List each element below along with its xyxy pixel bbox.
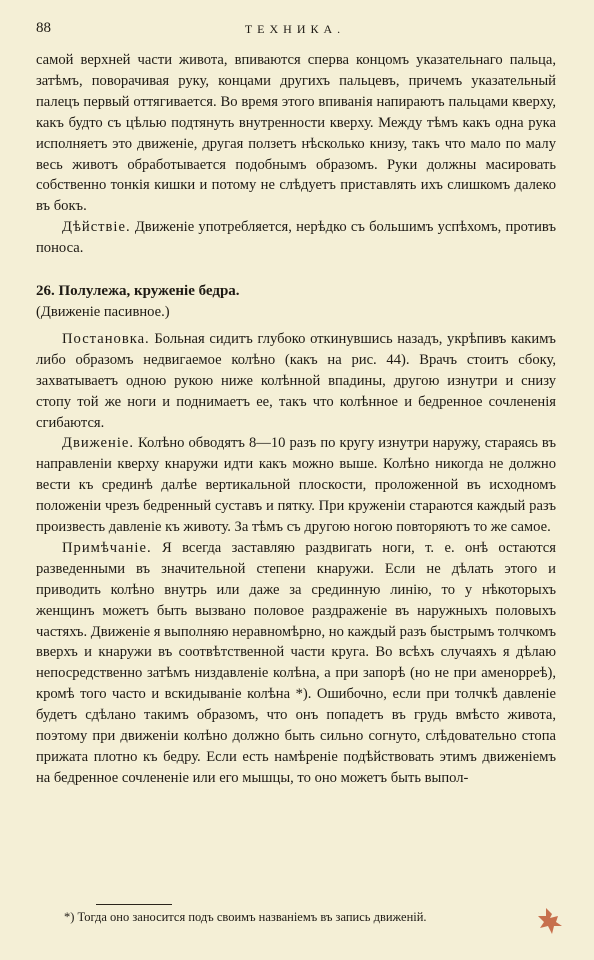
- footnote: *) Тогда оно заносится подъ своимъ названіемъ въ запись движеній.: [64, 910, 427, 924]
- paragraph-action: [36, 217, 556, 259]
- paragraph-movement: [36, 433, 556, 538]
- term-setup: Постановка.: [62, 330, 150, 347]
- page-number: 88: [36, 20, 51, 36]
- paragraph-note-text: Я всегда заставляю раздвигать ноги, т. е. онѣ остаются разведенными въ значительной степени кнаружи. Если не дѣлать этого и приводить колѣно внутрь или даже за срединную линію, то у нѣкоторыхъ женщинъ можетъ быть вызвано половое раздраженіе въ наружныхъ половыхъ частяхъ. Движеніе я выполняю неравномѣрно, но каждый разъ быстрымъ толчкомъ вверхъ и кнаружи въ соотвѣтственной части круга. Во всѣхъ случаяхъ я дѣлаю непосредственно затѣмъ низдавленіе колѣна, а при запорѣ (но не при аменорреѣ), кромѣ того часто и вскидываніе колѣна *). Ошибочно, если при толчкѣ давленіе будетъ сдѣлано такимъ образомъ, что онъ попадетъ въ грудь вмѣсто живота, поэтому при движеніи колѣно должно быть сильно согнуто, слѣдовательно стопа прижата плотно къ бедру. Если есть намѣреніе подѣйствовать этимъ движеніемъ на бедренное сочлененіе или его мышцы, то оно можетъ быть выпол-: [36, 539, 557, 786]
- paragraph-setup-text: Больная сидитъ глубоко откинувшись назадъ, укрѣпивъ какимъ либо образомъ недвигаемое колѣно (какъ на рис. 44). Врачъ стоитъ сбоку, захватываетъ одною рукою ниже колѣнной впадины, другою изнутри и снизу стопу той же ноги и поднимаетъ ее, такъ что колѣнное и бедренное сочлененія сгибаются.: [36, 330, 556, 431]
- running-title: ТЕХНИКА.: [244, 22, 346, 36]
- term-movement: Движеніе.: [62, 435, 135, 452]
- paragraph-movement-text: Колѣно обводятъ 8—10 разъ по кругу изнутри наружу, стараясь въ направленіи кверху кнаружи идти какъ можно выше. Колѣно никогда не должно вести къ срединѣ далѣе вертикальной плоскости, проложенной въ исходномъ положеніи чрезъ бедренный суставъ и пятку. При круженіи стараются каждый разъ произвесть давленіе къ животу. За тѣмъ съ другою ногою повторяютъ то же самое.: [36, 435, 556, 536]
- term-action: Дѣйствіе.: [62, 219, 131, 236]
- body-text: [36, 50, 556, 789]
- paragraph-continuation: самой верхней части живота, впиваются сперва концомъ указательнаго пальца, затѣмъ, поворачивая руку, концами другихъ пальцевъ, причемъ указательный палецъ первый оттягивается. Во время этого впиванія напираютъ пальцами кверху, какъ будто съ цѣлью подтянуть внутренности кверху. Между тѣмъ какъ одна рука исполняетъ это движеніе, другая ползетъ нѣсколько книзу, такъ что мало по малу весь животъ обработывается подобнымъ образомъ. Руки должны масировать собственно тонкія кишки и потому не слѣдуетъ приставлять ихъ слишкомъ далеко въ бокъ.: [36, 52, 556, 215]
- paragraph-note: [36, 538, 556, 789]
- section-subtitle: (Движеніе пасивное.): [36, 303, 170, 320]
- section-title: 26. Полулежа, круженіе бедра.: [36, 283, 240, 300]
- paragraph-action-text: Движеніе употребляется, нерѣдко съ большимъ успѣхомъ, противъ поноса.: [36, 219, 557, 257]
- term-note: Примѣчаніе.: [62, 539, 152, 556]
- footnote-divider: [96, 904, 172, 905]
- paragraph-setup: [36, 329, 556, 434]
- page-header: [36, 20, 554, 42]
